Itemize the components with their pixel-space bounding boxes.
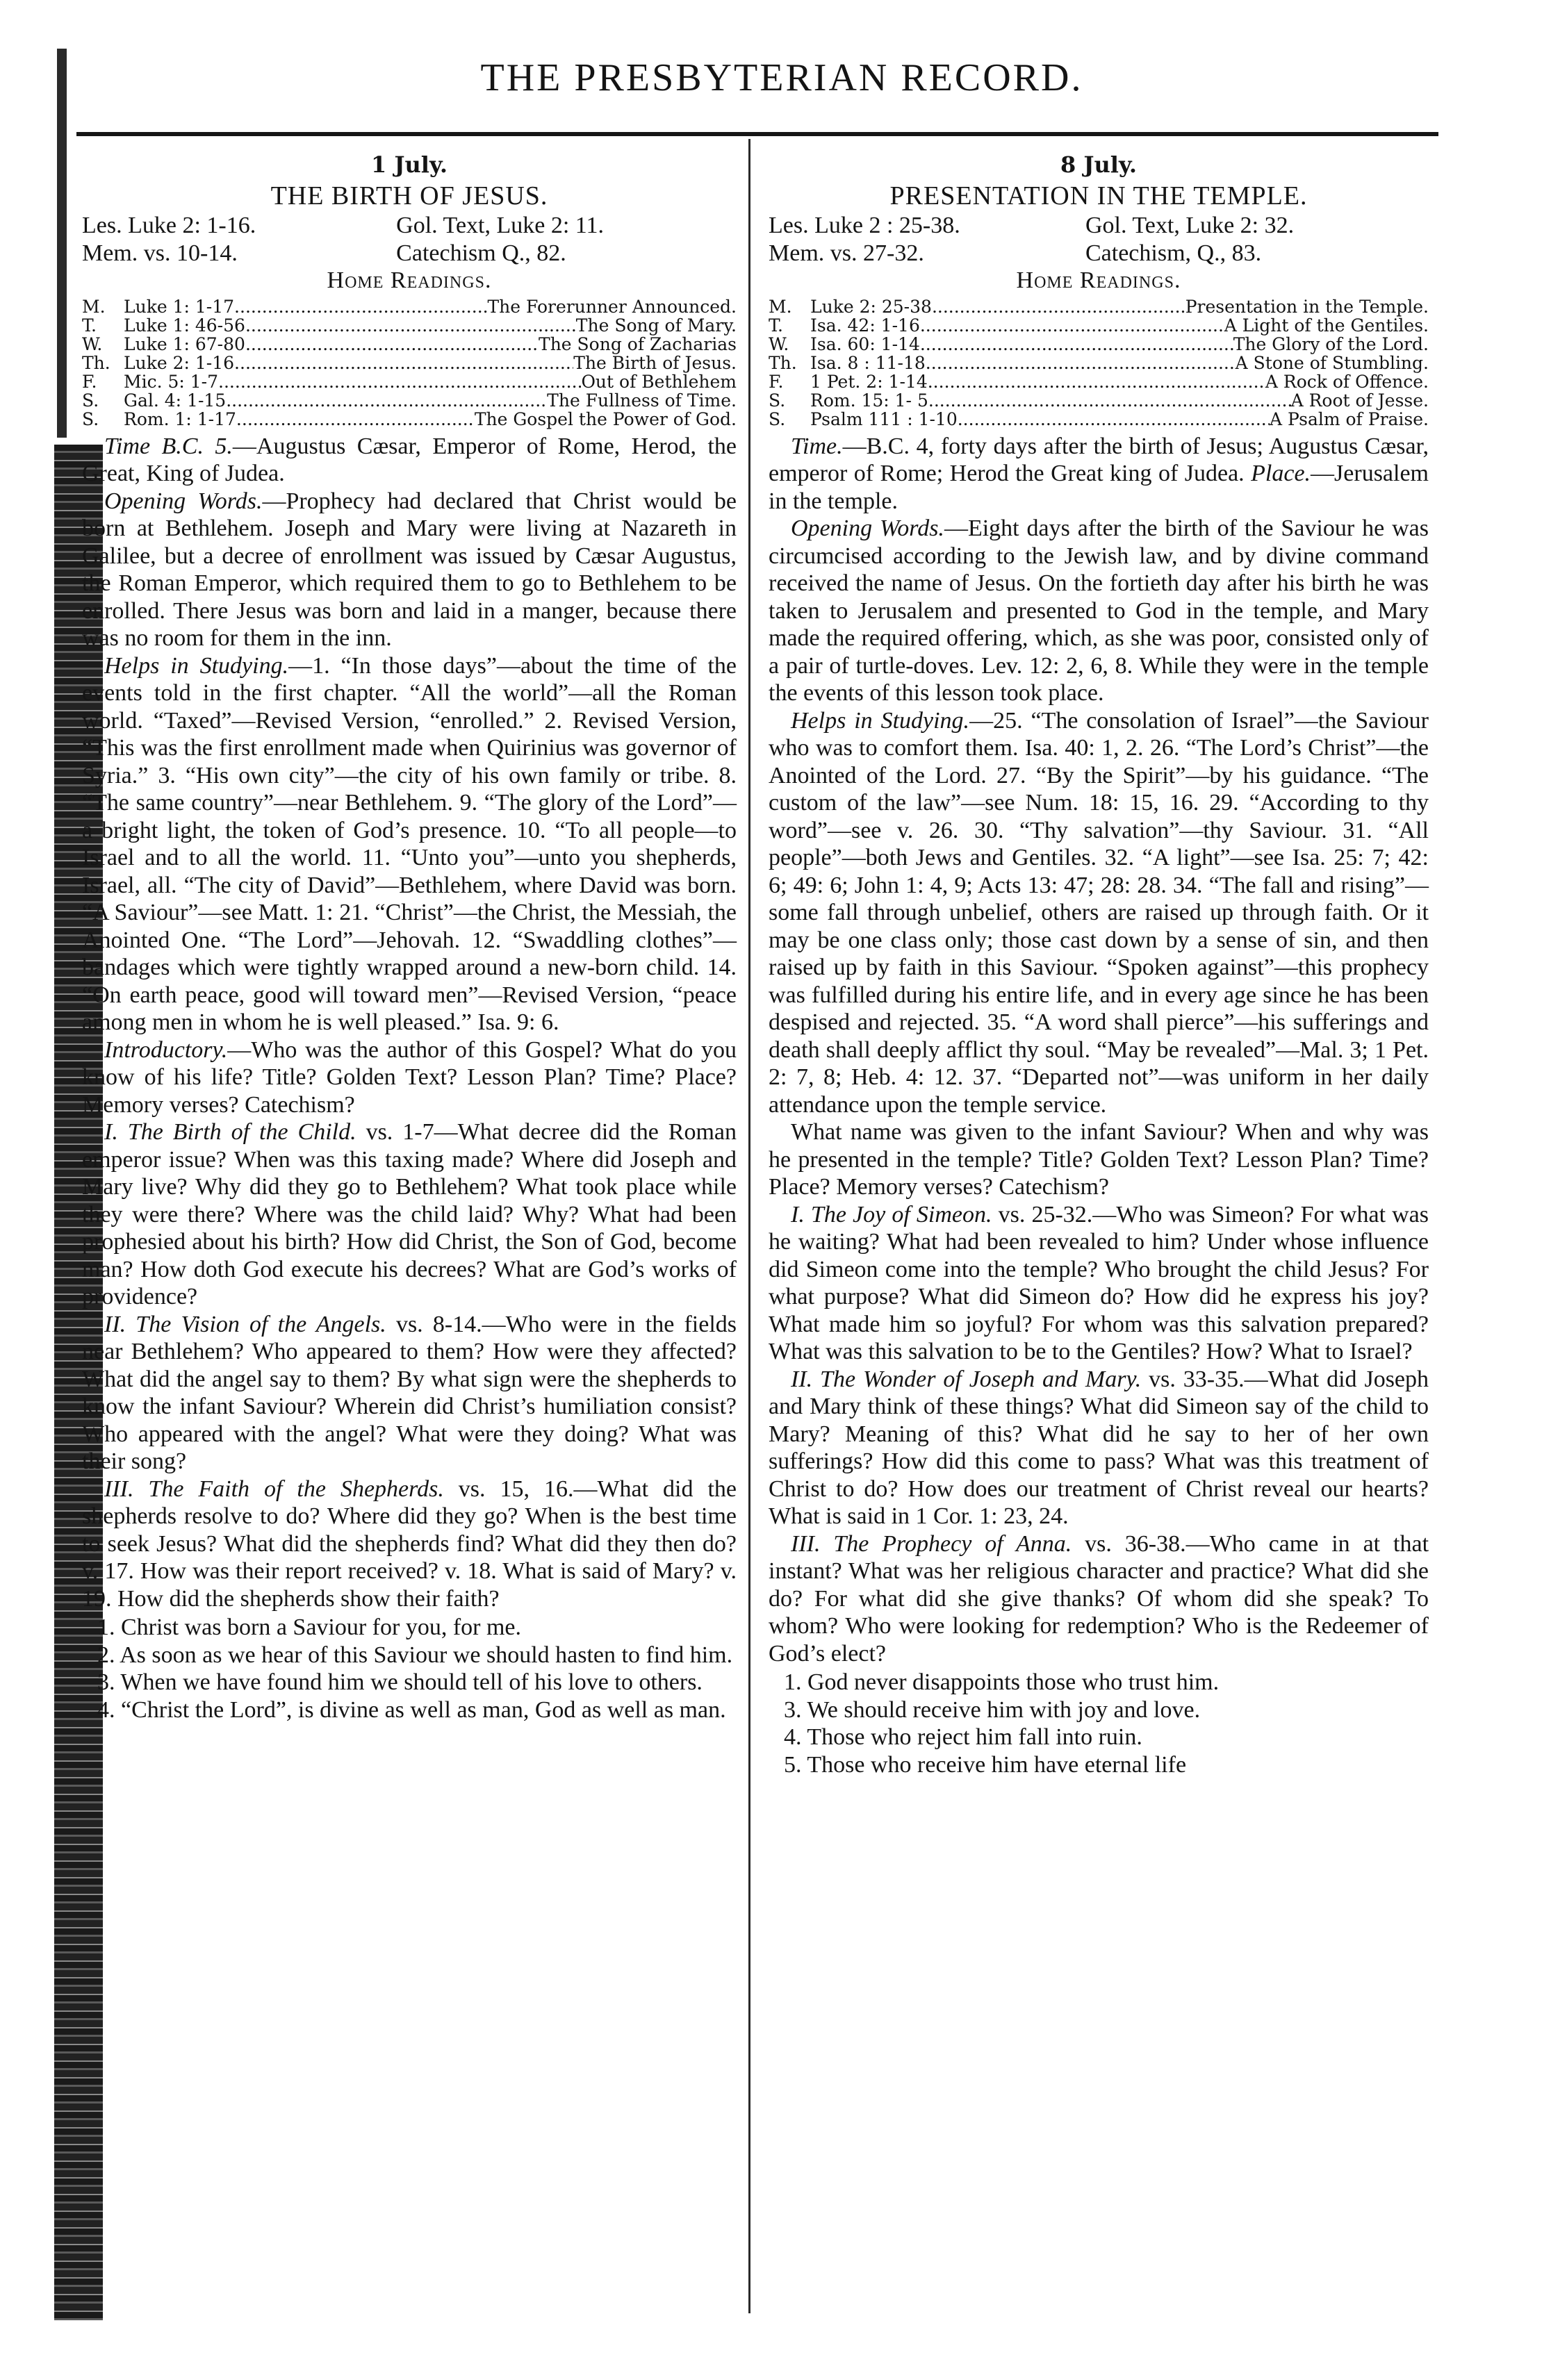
reading-row: S. Rom. 1: 1-17 ..... The Gospel the Power of God. <box>82 410 737 429</box>
lesson-refs-2 <box>769 240 1429 267</box>
reading-row: F. 1 Pet. 2: 1-14 ..... A Rock of Offence. <box>769 372 1429 391</box>
time-paragraph: Time B.C. 5.—Augustus Cæsar, Emperor of Rome, Herod, the Great, King of Judea. <box>82 433 737 486</box>
lesson-title: PRESENTATION IN THE TEMPLE. <box>889 181 1308 210</box>
lesson-points <box>769 1669 1429 1778</box>
right-column <box>769 149 1429 1778</box>
lesson-refs <box>82 212 737 240</box>
column-rule <box>748 139 750 2313</box>
section-3: III. The Faith of the Shepherds. vs. 15, 16.—What did the shepherds resolve to do? Where did they go? When is the best time to seek Jesus? What did the shepherds find? What did they then do? v. 17. How was their report received? v. 18. What is said of Mary? v. 19. How did the shepherds show their faith? <box>82 1476 737 1612</box>
memory-verses: Mem. vs. 10-14. <box>82 240 238 266</box>
catechism: Catechism Q., 82. <box>396 240 566 266</box>
lesson-date: 8 July. <box>1060 151 1138 178</box>
lesson-point: 4. Those who reject him fall into ruin. <box>784 1724 1142 1750</box>
lesson-date: 1 July. <box>370 151 448 178</box>
lesson-point: 3. When we have found him we should tell of his love to others. <box>97 1669 703 1695</box>
home-readings-list <box>82 297 737 429</box>
section-1: I. The Birth of the Child. vs. 1-7—What decree did the Roman emperor issue? When was this taxing made? Where did Joseph and Mary live? Why did they go to Bethlehem? What took place while they were there? Where was the child laid? Why? What had been prophesied about his birth? How did Christ, the Son of God, become man? How doth God execute his decrees? What are God’s works of providence? <box>82 1119 737 1309</box>
lesson-point: 4. “Christ the Lord”, is divine as well as man, God as well as man. <box>97 1696 726 1723</box>
reading-row: S. Gal. 4: 1-15 ..... The Fullness of Time. <box>82 391 737 410</box>
reading-row: S. Psalm 111 : 1-10 ..... A Psalm of Praise. <box>769 410 1429 429</box>
section-1: I. The Joy of Simeon. vs. 25-32.—Who was Simeon? For what was he waiting? What had been revealed to him? Under whose influence did Simeon come into the temple? Who brought the child Jesus? For what purpose? What did Simeon do? How did he express his joy? What made him so joyful? For whom was this salvation prepared? What was this salvation to be to the Gentiles? How? What to Israel? <box>769 1201 1429 1364</box>
masthead: THE PRESBYTERIAN RECORD. <box>480 56 1083 99</box>
reading-row: M. Luke 2: 25-38 ..... Presentation in the Temple. <box>769 297 1429 316</box>
section-2: II. The Vision of the Angels. vs. 8-14.—Who were in the fields near Bethlehem? Who appeared to them? How were they affected? What did the angel say to them? By what sign were the shepherds to know the infant Saviour? Wherein did Christ’s humiliation consist? Who appeared with the angel? What were they doing? What was their song? <box>82 1311 737 1474</box>
lesson-passage: Les. Luke 2: 1-16. <box>82 213 256 238</box>
reading-row: M. Luke 1: 1-17 ..... The Forerunner Announced. <box>82 297 737 316</box>
opening-words: Opening Words.—Eight days after the birth of the Saviour he was circumcised according to the Jewish law, and by divine command received the name of Jesus. On the fortieth day after his birth he was taken to Jerusalem and presented to God in the temple, and Mary made the required offering, which, as she was poor, consisted only of a pair of turtle-doves. Lev. 12: 2, 6, 8. While they were in the temple the events of this lesson took place. <box>769 515 1429 706</box>
helps-in-studying: Helps in Studying.—1. “In those days”—about the time of the events told in the first chapter. “All the world”—all the Roman world. “Taxed”—Revised Version, “enrolled.” 2. Revised Version, “This was the first enrollment made when Quirinius was governor of Syria.” 3. “His own city”—the city of his own family or tribe. 8. “The same country”—near Bethlehem. 9. “The glory of the Lord”—a bright light, the token of God’s presence. 10. “To all people—to Israel and to all the world. 11. “Unto you”—unto you shepherds, Israel, all. “The city of David”—Bethlehem, where David was born. “A Saviour”—see Matt. 1: 21. “Christ”—the Christ, the Messiah, the Anointed One. “The Lord”—Jehovah. 12. “Swaddling clothes”—bandages which were tightly wrapped around a new-born child. 14. “On earth peace, good will toward men”—Revised Version, “peace among men in whom he is well pleased.” Isa. 9: 6. <box>82 652 737 1035</box>
lesson-refs <box>769 212 1429 240</box>
memory-verses: Mem. vs. 27-32. <box>769 240 924 266</box>
home-readings-heading: Home Readings. <box>1016 267 1181 293</box>
reading-row: Th. Luke 2: 1-16 ..... The Birth of Jesus. <box>82 354 737 372</box>
lesson-point: 1. God never disappoints those who trust him. <box>784 1669 1220 1695</box>
top-rule <box>76 132 1438 136</box>
section-2: II. The Wonder of Joseph and Mary. vs. 33-35.—What did Joseph and Mary think of these things? What did Simeon say of the child to Mary? Meaning of this? What did he say to her of her own sufferings? How did this come to pass? What was this treatment of Christ to do? How does our treatment of Christ reveal our hearts? What is said in 1 Cor. 1: 23, 24. <box>769 1366 1429 1529</box>
binding-shadow <box>57 49 67 438</box>
lesson-points <box>82 1614 737 1724</box>
introductory: What name was given to the infant Saviour? When and why was he presented in the temple? Title? Golden Text? Lesson Plan? Time? Place? Memory verses? Catechism? <box>769 1119 1429 1200</box>
reading-row: W. Isa. 60: 1-14 ..... The Glory of the Lord. <box>769 335 1429 354</box>
catechism: Catechism, Q., 83. <box>1085 240 1262 266</box>
opening-words: Opening Words.—Prophecy had declared that Christ would be born at Bethlehem. Joseph and Mary were living at Nazareth in Galilee, but a decree of enrollment was issued by Cæsar Augustus, the Roman Emperor, which required them to go to Bethlehem to be enrolled. There Jesus was born and laid in a manger, because there was no room for them in the inn. <box>82 488 737 651</box>
helps-in-studying: Helps in Studying.—25. “The consolation of Israel”—the Saviour who was to comfort them. Isa. 40: 1, 2. 26. “The Lord’s Christ”—the Anointed of the Lord. 27. “By the Spirit”—by his guidance. “The custom of the law”—see Num. 18: 15, 16. 29. “According to thy word”—see v. 26. 30. “Thy salvation”—thy Saviour. 31. “All people”—both Jews and Gentiles. 32. “A light”—see Isa. 25: 7; 42: 6; 49: 6; John 1: 4, 9; Acts 13: 47; 28: 28. 34. “The fall and rising”—some fall through unbelief, others are raised up through faith. Or it may be one class only; those cast down by a sense of sin, and then raised up by faith in this Saviour. “Spoken against”—this prophecy was fulfilled during his entire life, and in every age since he has been despised and rejected. 35. “A word shall pierce”—his sufferings and death shall deeply afflict thy soul. “May be revealed”—Mal. 3; 1 Pet. 2: 7, 8; Heb. 4: 12. 37. “Departed not”—was uniform in her daily attendance upon the temple service. <box>769 707 1429 1118</box>
home-readings-list <box>769 297 1429 429</box>
golden-text: Gol. Text, Luke 2: 32. <box>1085 213 1295 238</box>
reading-row: T. Isa. 42: 1-16 ..... A Light of the Gentiles. <box>769 316 1429 335</box>
golden-text: Gol. Text, Luke 2: 11. <box>396 213 605 238</box>
reading-row: F. Mic. 5: 1-7 ..... Out of Bethlehem <box>82 372 737 391</box>
lesson-point: 2. As soon as we hear of this Saviour we should hasten to find him. <box>97 1642 733 1668</box>
lesson-passage: Les. Luke 2 : 25-38. <box>769 213 960 238</box>
reading-row: W. Luke 1: 67-80 ..... The Song of Zacharias <box>82 335 737 354</box>
home-readings-heading: Home Readings. <box>327 267 492 293</box>
lesson-point: 5. Those who receive him have eternal life <box>784 1751 1187 1778</box>
time-paragraph: Time.—B.C. 4, forty days after the birth of Jesus; Augustus Cæsar, emperor of Rome; Herod the Great king of Judea. Place.—Jerusalem in the temple. <box>769 433 1429 514</box>
reading-row: S. Rom. 15: 1- 5 ..... A Root of Jesse. <box>769 391 1429 410</box>
introductory: Introductory.—Who was the author of this Gospel? What do you know of his life? Title? Golden Text? Lesson Plan? Time? Place? Memory verses? Catechism? <box>82 1036 737 1118</box>
reading-row: Th. Isa. 8 : 11-18 ..... A Stone of Stumbling. <box>769 354 1429 372</box>
section-3: III. The Prophecy of Anna. vs. 36-38.—Who came in at that instant? What was her religious character and practice? What did she do? For what did she give thanks? Of whom did she speak? To whom? Who were looking for redemption? Who is the Redeemer of God’s elect? <box>769 1530 1429 1667</box>
lesson-point: 1. Christ was born a Saviour for you, for me. <box>97 1614 522 1640</box>
lesson-title: THE BIRTH OF JESUS. <box>270 181 548 210</box>
lesson-point: 3. We should receive him with joy and love. <box>784 1696 1201 1723</box>
lesson-refs-2 <box>82 240 737 267</box>
reading-row: T. Luke 1: 46-56 ..... The Song of Mary. <box>82 316 737 335</box>
left-column <box>82 149 737 1724</box>
